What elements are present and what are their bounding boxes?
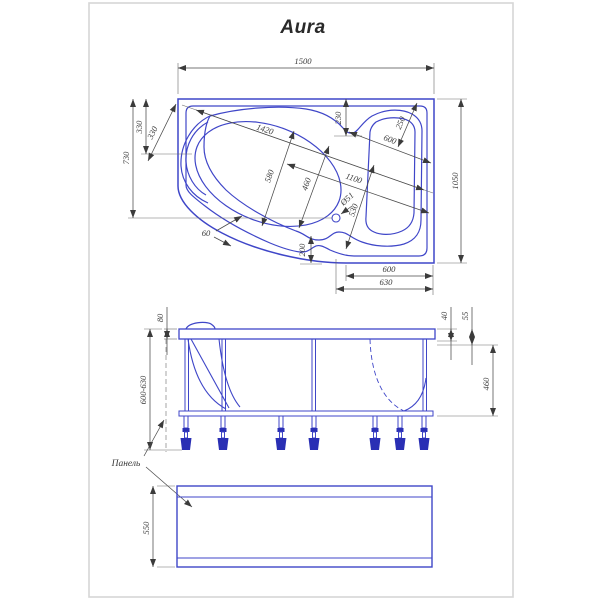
dim-axis-length: 1100 xyxy=(344,170,364,186)
foot-base xyxy=(309,438,320,450)
dim-bowl-length: 1420 xyxy=(255,121,275,137)
dim-body-height: 460 xyxy=(481,377,491,391)
foot-base xyxy=(419,438,430,450)
dim-headrest-offset: 330 xyxy=(134,120,144,134)
foot-base xyxy=(218,438,229,450)
dim-left-height: 730 xyxy=(121,151,131,165)
foot-nut xyxy=(397,428,404,432)
dim-apron-gap: 55 xyxy=(460,311,470,321)
foot-base xyxy=(276,438,287,450)
dim-flange-width: 60 xyxy=(201,228,211,238)
dim-overall-depth: 1050 xyxy=(450,172,460,190)
foot-base xyxy=(395,438,406,450)
dim-bowl-width-head: 580 xyxy=(262,168,276,184)
dim-seat-length: 600 xyxy=(382,132,398,147)
foot-nut xyxy=(421,428,428,432)
foot-nut xyxy=(183,428,190,432)
dim-overall-width: 1500 xyxy=(294,56,312,66)
dim-seat-depth: 250 xyxy=(393,114,408,131)
foot-nut xyxy=(372,428,379,432)
dim-drain-diameter: Ø51 xyxy=(338,190,356,208)
foot-nut xyxy=(311,428,318,432)
dim-bowl-width-seat: 530 xyxy=(346,202,360,218)
dim-drain-from-corner: 630 xyxy=(379,277,393,287)
dim-drain-from-edge: 600 xyxy=(382,264,396,274)
foot-base xyxy=(181,438,192,450)
panel-label: Панель xyxy=(111,459,141,469)
page-title: Aura xyxy=(280,17,326,38)
dim-bowl-width-mid: 460 xyxy=(299,176,313,192)
page-border xyxy=(89,3,513,597)
foot-base xyxy=(370,438,381,450)
dim-total-height: 600-630 xyxy=(138,375,148,405)
dim-front-offset: 200 xyxy=(297,243,307,257)
dim-corner-notch: 230 xyxy=(333,111,343,125)
dim-rim-height: 80 xyxy=(155,313,165,323)
dim-panel-height: 550 xyxy=(141,521,151,535)
foot-nut xyxy=(278,428,285,432)
foot-nut xyxy=(220,428,227,432)
dim-headrest-width: 330 xyxy=(144,124,160,141)
dim-lip-depth: 40 xyxy=(439,311,449,321)
